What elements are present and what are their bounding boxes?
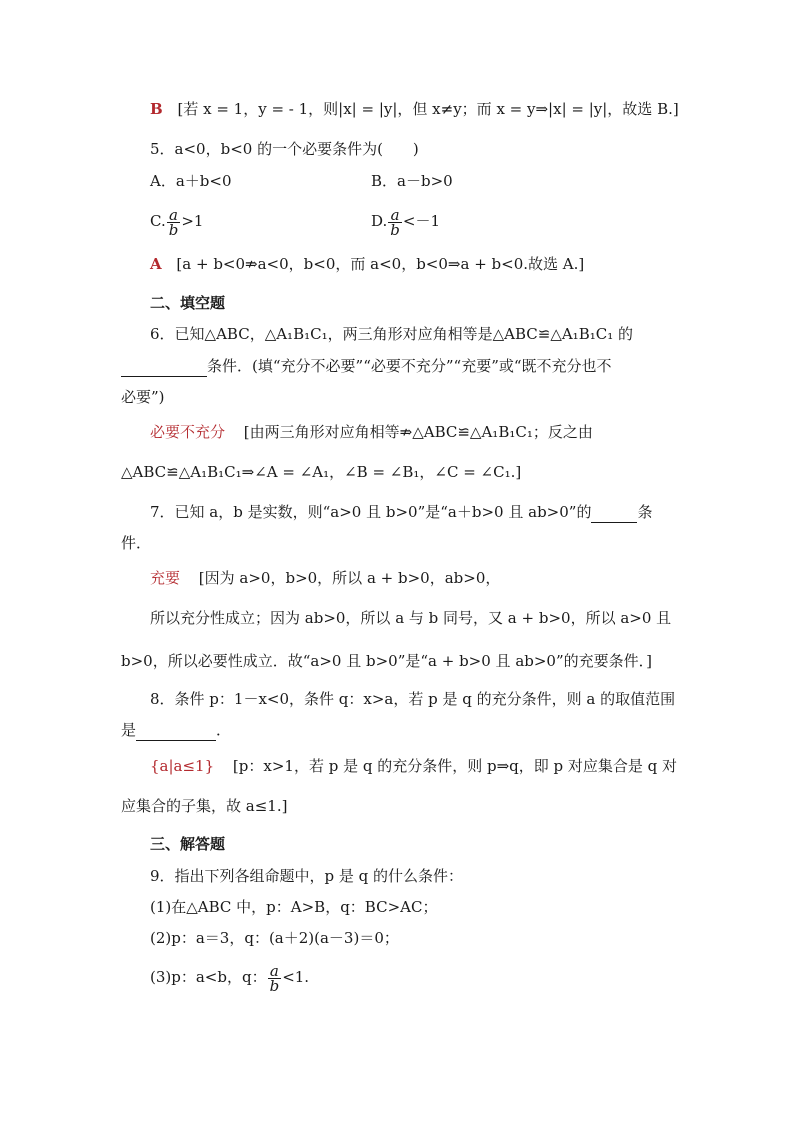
q5-answer-letter: A <box>150 255 162 273</box>
q8-answer-text-1: [p：x>1，若 p 是 q 的充分条件，则 p⇒q，即 p 对应集合是 q 对 <box>232 757 678 775</box>
q9-item-3-prefix: (3)p：a<b，q： <box>150 968 267 986</box>
q5-option-c <box>150 204 203 238</box>
q7-answer-line-3: b>0，所以必要性成立．故“a>0 且 b>0”是“a + b>0 且 ab>0”的充要条件．] <box>121 652 653 670</box>
q7-answer-line-2: 所以充分性成立；因为 ab>0，所以 a 与 b 同号，又 a + b>0，所以 a>0 且 <box>150 609 672 627</box>
q5-option-d-numerator: a <box>388 208 402 223</box>
q5-option-d-suffix: <－1 <box>402 212 440 230</box>
q6-line-1: 6．已知△ABC，△A₁B₁C₁，两三角形对应角相等是△ABC≌△A₁B₁C₁ 的 <box>150 325 633 343</box>
q8-answer-line-2: 应集合的子集，故 a≤1.] <box>121 797 288 815</box>
q5-option-d-fraction <box>388 205 402 239</box>
q8-answer-line-1 <box>150 755 677 777</box>
q5-option-a: A．a＋b<0 <box>150 172 232 190</box>
q6-answer-line-2: △ABC≌△A₁B₁C₁⇒∠A = ∠A₁，∠B = ∠B₁，∠C = ∠C₁.] <box>121 463 522 481</box>
q8-line-2 <box>121 719 231 741</box>
q4-answer-explanation: [若 x = 1，y = - 1，则|x| = |y|，但 x≠y；而 x = y⇒|x| = |y|，故选 B.] <box>177 100 679 118</box>
q5-option-c-denominator: b <box>168 220 179 239</box>
q9-item-3-numerator: a <box>268 964 282 979</box>
q5-answer-line <box>150 253 584 275</box>
q7-line-1 <box>150 501 652 523</box>
q6-answer-label: 必要不充分 <box>150 423 226 441</box>
q8-line-2-tail: ． <box>216 721 232 739</box>
q5-option-b: B．a－b>0 <box>371 172 453 190</box>
q4-answer-line <box>150 98 679 120</box>
section-title-solution: 三、解答题 <box>150 835 226 853</box>
q5-option-c-fraction <box>167 205 181 239</box>
q9-item-2: (2)p：a＝3，q：(a＋2)(a－3)＝0； <box>150 929 399 947</box>
q5-option-c-prefix: C. <box>150 212 166 230</box>
q6-answer-text-1: [由两三角形对应角相等⇏△ABC≌△A₁B₁C₁；反之由 <box>243 423 593 441</box>
q7-answer-blank <box>591 506 637 523</box>
q7-line-1-text: 7．已知 a，b 是实数，则“a>0 且 b>0”是“a＋b>0 且 ab>0”的 <box>150 503 592 521</box>
q5-stem: 5．a<0，b<0 的一个必要条件为( ) <box>150 140 419 158</box>
q5-answer-explanation: [a + b<0⇏a<0，b<0，而 a<0，b<0⇒a + b<0.故选 A.] <box>176 255 585 273</box>
q8-line-1: 8．条件 p：1－x<0，条件 q：x>a，若 p 是 q 的充分条件，则 a 的取值范围 <box>150 690 676 708</box>
q9-item-1: (1)在△ABC 中，p：A>B，q：BC>AC； <box>150 898 438 916</box>
section-title-fill-in: 二、填空题 <box>150 294 226 312</box>
q9-item-3-suffix: <1. <box>282 968 310 986</box>
q7-answer-label: 充要 <box>150 569 181 587</box>
q5-option-c-numerator: a <box>167 208 181 223</box>
q9-stem: 9．指出下列各组命题中，p 是 q 的什么条件： <box>150 867 464 885</box>
q9-item-3 <box>150 960 309 994</box>
q9-item-3-fraction <box>268 961 282 995</box>
q5-option-d-denominator: b <box>390 220 400 239</box>
q7-answer-text-1: [因为 a>0，b>0，所以 a + b>0，ab>0， <box>198 569 501 587</box>
q8-answer-blank <box>136 724 216 741</box>
q5-option-d-prefix: D. <box>371 212 388 230</box>
q8-answer-label: {a|a≤1} <box>150 757 215 775</box>
q6-line-2 <box>121 355 612 377</box>
q6-answer-blank <box>121 360 207 377</box>
q9-item-3-denominator: b <box>269 976 280 995</box>
q6-answer-line-1 <box>150 421 593 443</box>
q6-line-2-text: 条件．(填“充分不必要”“必要不充分”“充要”或“既不充分也不 <box>207 357 612 375</box>
q4-answer-letter: B <box>150 100 163 118</box>
q5-option-d <box>371 204 440 238</box>
q7-answer-line-1 <box>150 567 500 589</box>
q5-option-c-suffix: >1 <box>181 212 204 230</box>
q8-line-2-text: 是 <box>121 721 137 739</box>
q7-line-1-tail: 条 <box>637 503 653 521</box>
q6-line-3: 必要”) <box>121 388 165 406</box>
q7-line-2: 件． <box>121 534 152 552</box>
